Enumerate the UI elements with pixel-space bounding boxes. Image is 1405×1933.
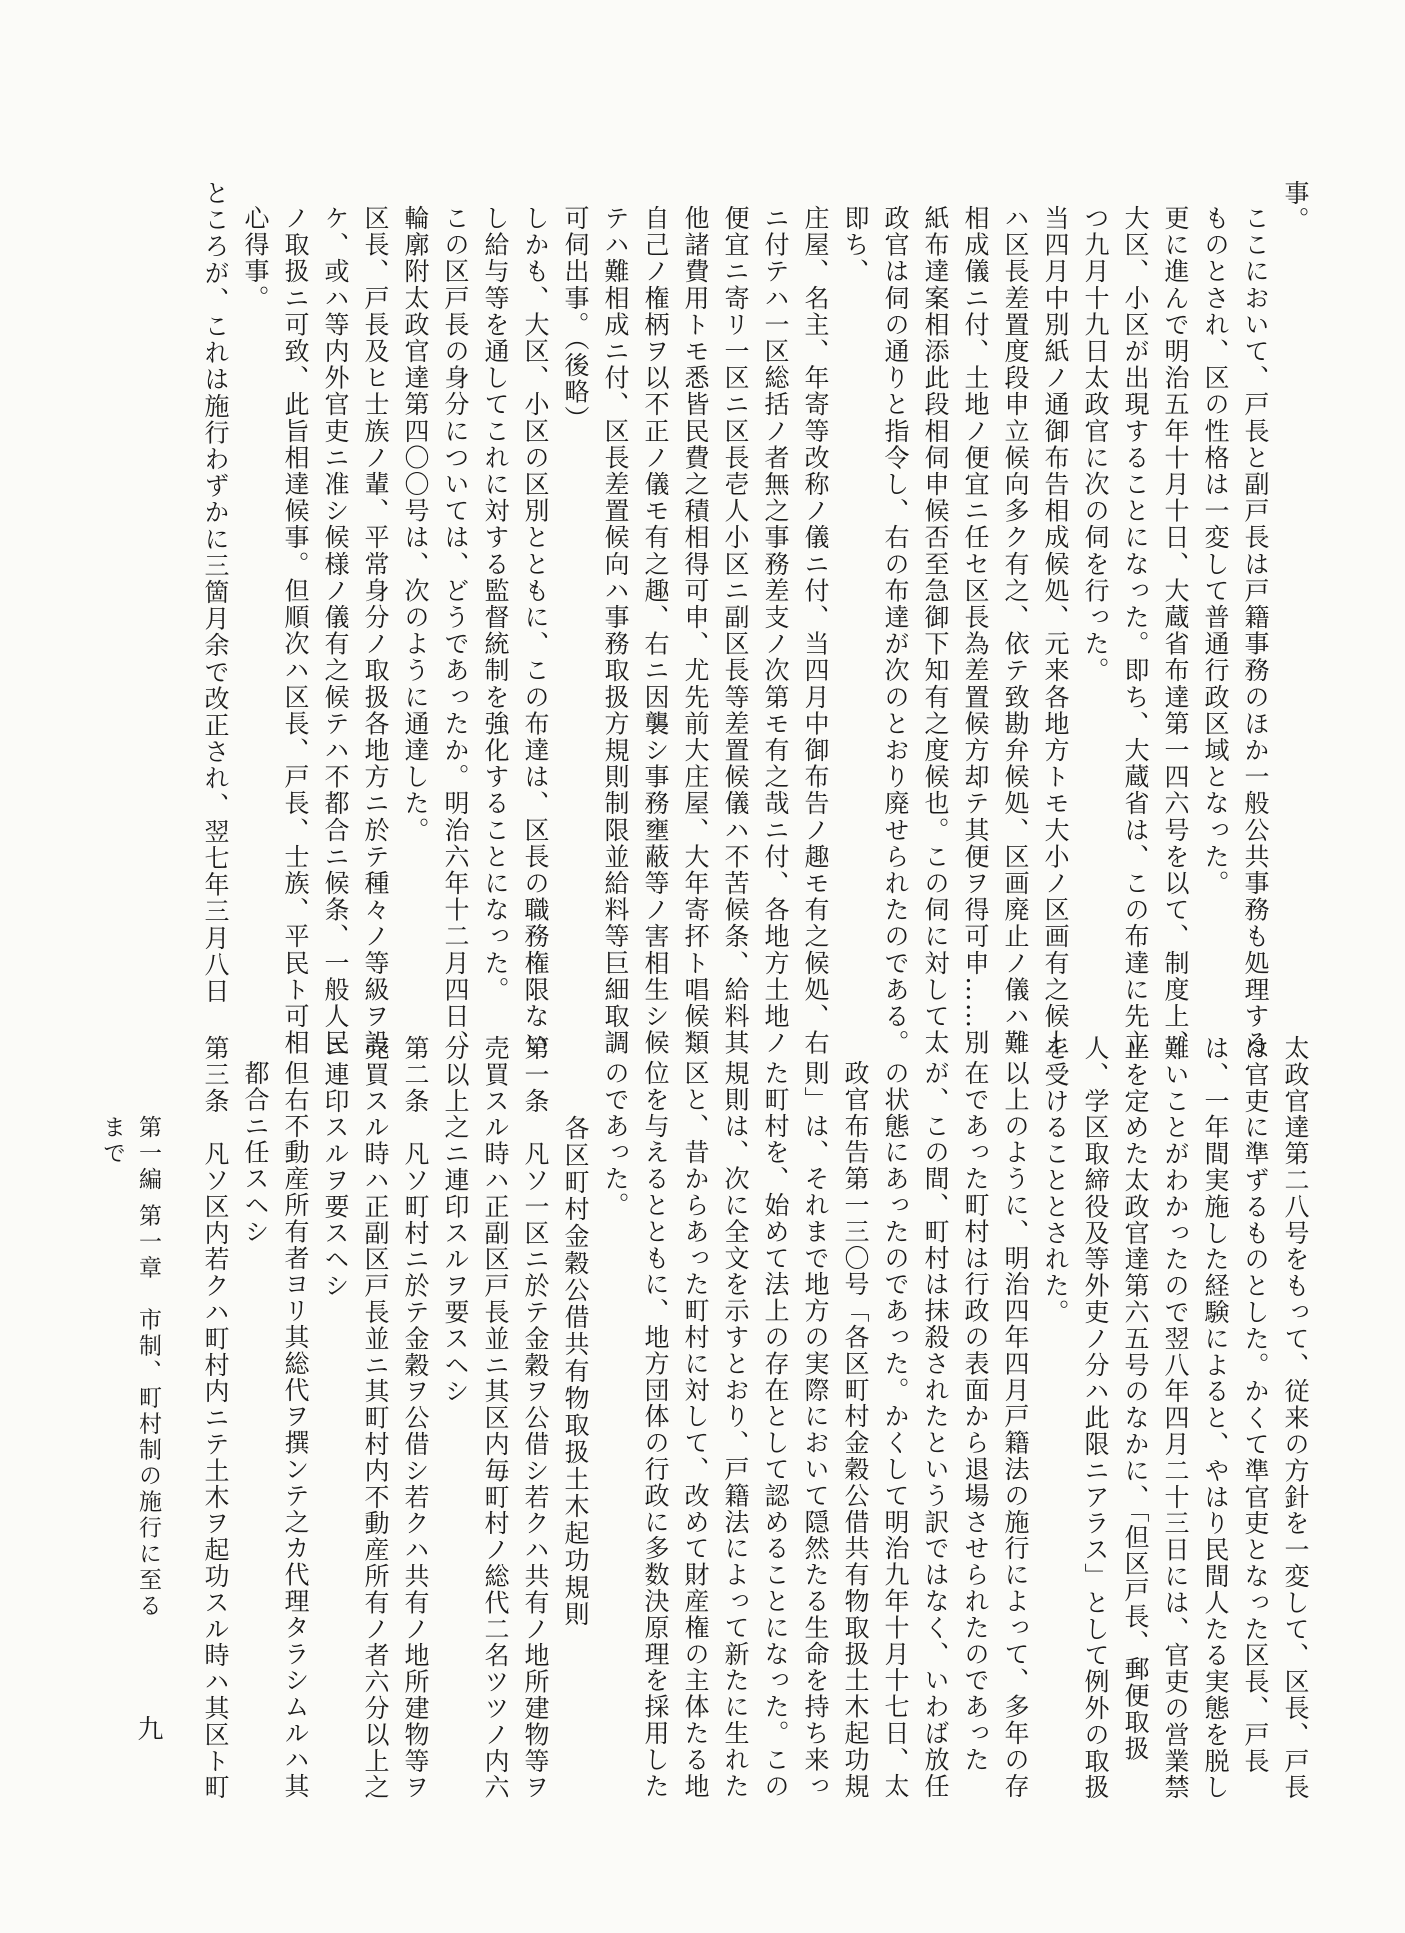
paragraph: 更に進んで明治五年十月十日、大蔵省布達第一四六号を以て、制度上、大区、小区が出現することになった。即ち、大蔵省は、この布達に先立つ九月十九日太政官に次の伺を行った。 <box>1081 205 1190 1057</box>
paragraph: 以上のように、明治四年四月戸籍法の施行によって、多年の存在であった町村は行政の表面から退場させられたのであったが、この間、町村は抹殺されたという訳ではなく、いわば放任の状態にあったのであった。かくして明治九年十月十七日、太政官布告第一三〇号「各区町村金穀公借共有物取扱土木起功規則」は、それまで地方の実際において隠然たる生命を持ち来った町村を、始めて法上の存在として認めることになった。この規則は、次に全文を示すとおり、戸籍法によって新たに生れた区と、昔からあった町村に対して、改めて財産権の主体たる地位を与えるとともに、地方団体の行政に多数決原理を採用したのであった。 <box>601 1060 1030 1800</box>
article-3: 第三条 凡ソ区内若クハ町村内ニテ土木ヲ起功スル時ハ其区ト町 <box>201 1035 230 1801</box>
lower-text-block <box>195 1035 1315 1810</box>
regulation-title: 各区町村金穀公借共有物取扱土木起功規則 <box>561 1115 590 1628</box>
article-2: 第二条 凡ソ町村ニ於テ金穀ヲ公借シ若クハ共有ノ地所建物等ヲ売買スル時ハ正副区戸長並ニ其町村内不動産所有ノ者六分以上之ニ連印スルヲ要スヘシ <box>321 1035 430 1801</box>
paragraph: この区戸長の身分については、どうであったか。明治六年十二月四日、輪廓附太政官達第四〇〇号は、次のように通達した。 <box>401 205 470 1057</box>
quoted-petition: 当四月中別紙ノ通御布告相成候処、元来各地方トモ大小ノ区画有之候上ハ区長差置度段申立候向多ク有之、依テ致勘弁候処、区画廃止ノ儀ハ難相成儀ニ付、土地ノ便宜ニ任セ区長為差置候方却テ其便ヲ得可申……別紙布達案相添此段相伺申候否至急御下知有之度候也。この伺に対して太政官は伺の通りと指令し、右の布達が次のとおり廃せられたのである。即ち、 <box>841 205 1070 1057</box>
paragraph: ここにおいて、戸長と副戸長は戸籍事務のほか一般公共事務も処理するものとされ、区の性格は一変して普通行政区域となった。 <box>1201 205 1270 1057</box>
article-2-proviso: 但右不動産所有者ヨリ其総代ヲ撰ンテ之カ代理タラシムルハ其都合ニ任スヘシ <box>241 1060 310 1800</box>
quoted-decree: 庄屋、名主、年寄等改称ノ儀ニ付、当四月中御布告ノ趣モ有之候処、右ニ付テハ一区総括ノ者無之事務差支ノ次第モ有之哉ニ付、各地方土地ノ便宜ニ寄リ一区ニ区長壱人小区ニ副区長等差置候儀ハ不苦候条、給料其他諸費用トモ悉皆民費之積相得可申、尤先前大庄屋、大年寄抔ト唱候類自己ノ権柄ヲ以不正ノ儀モ有之趣、右ニ因襲シ事務壅蔽等ノ害相生シ候テハ難相成ニ付、区長差置候向ハ事務取扱方規則制限並給料等巨細取調可伺出事。（後略） <box>561 205 830 1057</box>
article-1: 第一条 凡ソ一区ニ於テ金穀ヲ公借シ若クハ共有ノ地所建物等ヲ売買スル時ハ正副区戸長並ニ其区内毎町村ノ総代二名ツツノ内六分以上之ニ連印スルヲ要スヘシ <box>441 1035 550 1801</box>
paragraph: ところが、これは施行わずかに三箇月余で改正され、翌七年三月八日 <box>201 180 230 1005</box>
paragraph: 事。 <box>1281 180 1310 234</box>
running-footer: 第一編 第一章 市制、町村制の施行に至るまで <box>99 1115 161 1620</box>
upper-text-block <box>185 180 1315 1080</box>
paragraph: しかも、大区、小区の区別とともに、この布達は、区長の職務権限ないし給与等を通してこれに対する監督統制を強化することになった。 <box>481 205 550 1057</box>
page-number: 九 <box>133 1715 163 1741</box>
paragraph: 太政官達第二八号をもって、従来の方針を一変して、区長、戸長は官吏に準ずるものとした。かくて準官吏となった区長、戸長は、一年間実施した経験によると、やはり民間人たる実態を脱し難いことがわかったので翌八年四月二十三日には、官吏の営業禁止を定めた太政官達第六五号のなかに、「但区戸長、郵便取扱人、学区取締役及等外吏ノ分ハ此限ニアラス」として例外の取扱を受けることとされた。 <box>1041 1035 1310 1801</box>
quoted-notice: 区長、戸長及ヒ士族ノ輩、平常身分ノ取扱各地方ニ於テ種々ノ等級ヲ設ケ、或ハ等内外官吏ニ准シ候様ノ儀有之候テハ不都合ニ候条、一般人民ノ取扱ニ可致、此旨相達候事。但順次ハ区長、戸長、士族、平民ト可相心得事。 <box>241 205 390 1057</box>
